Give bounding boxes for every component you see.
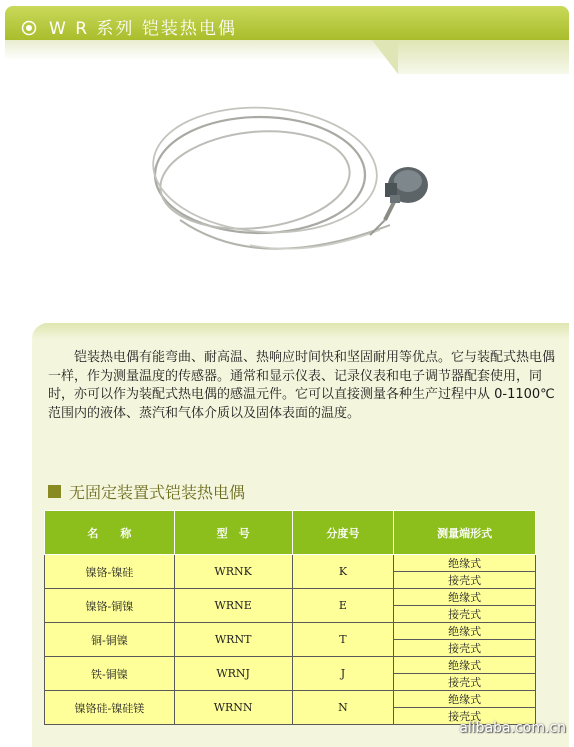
cell-model: WRNT <box>174 623 292 657</box>
watermark: alibaba.com.cn <box>459 720 566 736</box>
cell-grade: J <box>292 657 394 691</box>
cell-grade: N <box>292 691 394 725</box>
cell-model: WRNN <box>174 691 292 725</box>
header-fold-band <box>398 40 569 74</box>
cell-form: 绝缘式 <box>394 555 536 572</box>
header-name: 名 称 <box>45 511 175 555</box>
cell-form: 绝缘式 <box>394 589 536 606</box>
cell-form: 接壳式 <box>394 708 536 725</box>
header-fold <box>372 40 398 74</box>
header-bar <box>5 6 569 40</box>
cell-grade: E <box>292 589 394 623</box>
table-header-row <box>45 511 536 555</box>
header-model: 型 号 <box>174 511 292 555</box>
panel-top-edge <box>32 323 569 339</box>
section-heading <box>48 480 245 502</box>
cell-name: 镍铬-铜镍 <box>45 589 175 623</box>
table-row <box>45 657 536 674</box>
cell-model: WRNJ <box>174 657 292 691</box>
cell-name: 铁-铜镍 <box>45 657 175 691</box>
header-grade: 分度号 <box>292 511 394 555</box>
cell-form: 接壳式 <box>394 572 536 589</box>
cell-name: 铜-铜镍 <box>45 623 175 657</box>
cell-form: 接壳式 <box>394 640 536 657</box>
cell-grade: T <box>292 623 394 657</box>
cell-form: 接壳式 <box>394 674 536 691</box>
table-row <box>45 555 536 572</box>
table-row <box>45 623 536 640</box>
header-junction-form: 测量端形式 <box>394 511 536 555</box>
spec-table <box>44 510 536 725</box>
table-row <box>45 691 536 708</box>
table-row <box>45 589 536 606</box>
cell-model: WRNE <box>174 589 292 623</box>
circle-bullet-icon <box>21 20 37 36</box>
cell-name: 镍铬-镍硅 <box>45 555 175 589</box>
cell-name: 镍铬硅-镍硅镁 <box>45 691 175 725</box>
thermocouple-product-image <box>140 85 440 285</box>
cell-grade: K <box>292 555 394 589</box>
cell-form: 绝缘式 <box>394 657 536 674</box>
product-description: 铠装热电偶有能弯曲、耐高温、热响应时间快和坚固耐用等优点。它与装配式热电偶一样，作为测量温度的传感器。通常和显示仪表、记录仪表和电子调节器配套使用，同时，亦可以作为装配式热电偶的感温元件。它可以直接测量各种生产过程中从 0-1100℃范围内的液体、蒸汽和气体介质以及固体表面的温度。 <box>48 350 556 421</box>
section-title: 无固定装置式铠装热电偶 <box>69 482 246 502</box>
cell-model: WRNK <box>174 555 292 589</box>
page-title: W R 系列 铠装热电偶 <box>49 19 237 39</box>
cell-form: 接壳式 <box>394 606 536 623</box>
cell-form: 绝缘式 <box>394 623 536 640</box>
square-bullet-icon <box>48 485 61 498</box>
cell-form: 绝缘式 <box>394 691 536 708</box>
